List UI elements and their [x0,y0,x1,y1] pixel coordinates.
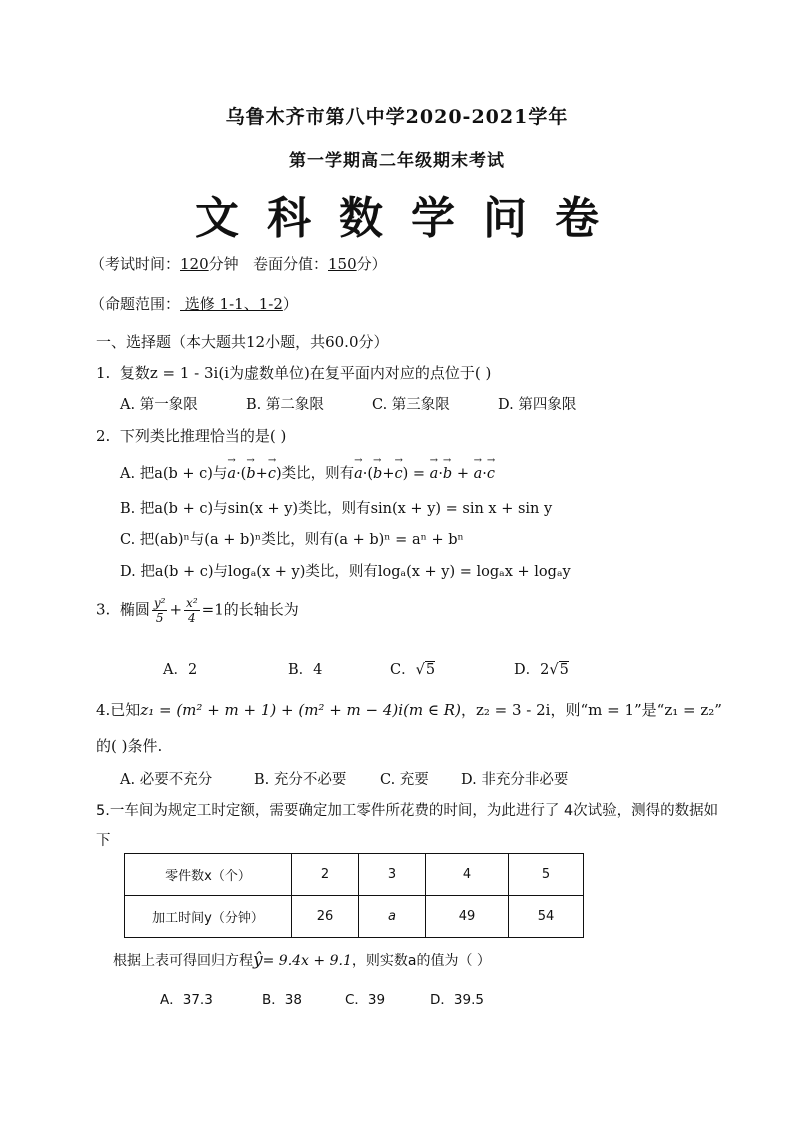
q3-option-c: C．√5 [390,662,436,678]
table-cell: 加工时间y（分钟） [125,896,292,938]
q2-option-a: A. 把a(b + c)与→ a·(→ b+→ c)类比，则有→ a·(→ b+→ c) = → a·→ b + → a·→ c [120,462,495,483]
school-title: 乌鲁木齐市第八中学2020-2021学年 [225,106,569,128]
question-3: 3. 椭圆 $\frac{\text{y²}}{5}$ + $\frac{\text{x²}}{4}$ =1的长轴长为 [96,596,299,625]
exam-title: 第一学期高二年级期末考试 [289,151,505,171]
q2-option-b: B. 把a(b + c)与sin(x + y)类比，则有sin(x + y) = sin x + sin y [120,501,553,517]
q5-option-a: A．37.3 [160,992,213,1008]
q1-option-b: B. 第二象限 [246,397,324,413]
q2-option-d: D. 把a(b + c)与logₐ(x + y)类比，则有logₐ(x + y) = logₐx + logₐy [120,564,571,580]
table-cell: 3 [359,854,426,896]
table-row [125,896,584,938]
exam-scope: （命题范围： 选修 1-1、1-2） [90,295,298,313]
q1-option-a: A. 第一象限 [120,397,198,413]
question-1: 1. 复数z = 1 - 3i(i为虚数单位)在复平面内对应的点位于( ) [96,364,492,382]
q2-option-c: C. 把(ab)ⁿ与(a + b)ⁿ类比，则有(a + b)ⁿ = aⁿ + bⁿ [120,532,464,548]
table-cell: 26 [292,896,359,938]
data-table [124,853,584,938]
question-2: 2. 下列类比推理恰当的是( ) [96,427,287,445]
q1-option-d: D. 第四象限 [498,397,577,413]
q5-option-d: D．39.5 [430,992,484,1008]
table-row [125,854,584,896]
q4-option-b: B. 充分不必要 [254,772,347,788]
exam-info: （考试时间：120分钟 卷面分值：150分） [90,255,387,273]
q5-option-b: B．38 [262,992,302,1008]
table-cell: 2 [292,854,359,896]
question-4-line2: 的( )条件. [96,737,163,755]
table-cell: 49 [426,896,509,938]
regression-line: 根据上表可得回归方程ŷ= 9.4x + 9.1，则实数a的值为（ ） [113,950,491,970]
table-cell: 零件数x（个） [125,854,292,896]
paper-title: 文科数学问卷 [195,193,627,244]
question-5-line2: 下 [96,833,111,849]
q5-option-c: C．39 [345,992,386,1008]
q4-option-c: C. 充要 [380,772,429,788]
q4-option-a: A. 必要不充分 [120,772,213,788]
section-heading: 一、选择题（本大题共12小题，共60.0分） [96,333,389,351]
q4-option-d: D. 非充分非必要 [461,772,569,788]
table-cell: 5 [509,854,584,896]
q3-option-a: A．2 [163,662,198,678]
question-5: 5.一车间为规定工时定额，需要确定加工零件所花费的时间，为此进行了 4次试验，测得的数据如 [96,803,719,819]
table-cell: 54 [509,896,584,938]
question-4: 4.已知z₁ = (m² + m + 1) + (m² + m − 4)i(m ∈ R)，z₂ = 3 - 2i，则“m = 1”是“z₁ = z₂” [96,701,722,719]
table-cell: a [359,896,426,938]
q3-option-b: B．4 [288,662,323,678]
table-cell: 4 [426,854,509,896]
q3-option-d: D．2√5 [514,662,569,678]
exam-time: 120 [180,255,209,273]
exam-score: 150 [328,255,357,273]
q1-option-c: C. 第三象限 [372,397,450,413]
